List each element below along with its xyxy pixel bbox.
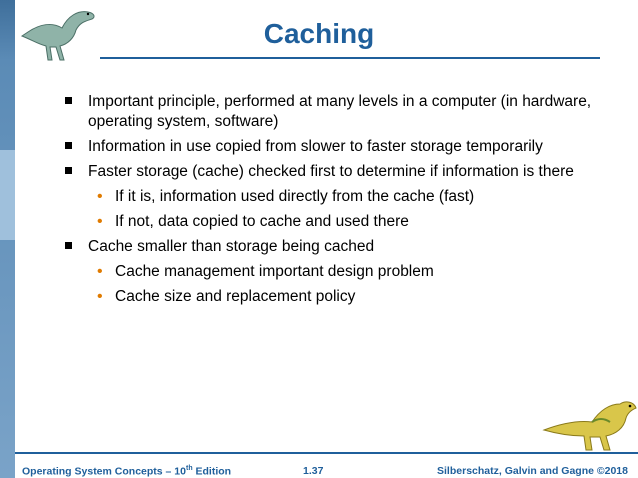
square-bullet-icon — [65, 167, 72, 174]
footer-edition-text: Edition — [192, 465, 232, 478]
footer-book-title-text: Operating System Concepts – 10 — [22, 465, 186, 478]
footer-edition-sup: th — [185, 465, 193, 472]
dot-bullet-icon: • — [97, 213, 103, 230]
bullet-text: Cache management important design problem — [115, 263, 434, 280]
bullet-text: Faster storage (cache) checked first to determine if information is there — [88, 163, 574, 180]
bullet-text: Information in use copied from slower to faster storage temporarily — [88, 138, 543, 155]
bullet-text: Cache size and replacement policy — [115, 288, 356, 305]
bullet-item — [60, 137, 620, 157]
bullet-item — [60, 237, 620, 257]
sidebar-highlight — [0, 150, 15, 240]
dinosaur-icon — [540, 380, 638, 452]
page-number: 1.37 — [303, 465, 324, 477]
dot-bullet-icon: • — [97, 288, 103, 305]
bullet-text: If not, data copied to cache and used there — [115, 213, 409, 230]
square-bullet-icon — [65, 242, 72, 249]
footer-book-title — [22, 465, 231, 478]
dot-bullet-icon: • — [97, 188, 103, 205]
title-divider — [100, 57, 600, 59]
footer-authors: Silberschatz, Galvin and Gagne ©2018 — [437, 465, 628, 477]
dot-bullet-icon: • — [97, 263, 103, 280]
slide-title: Caching — [263, 18, 375, 49]
bullet-list — [60, 92, 620, 312]
bullet-text: Cache smaller than storage being cached — [88, 238, 375, 255]
sub-bullet-item — [60, 287, 620, 307]
sub-bullet-item — [60, 262, 620, 282]
square-bullet-icon — [65, 97, 72, 104]
footer-divider — [15, 452, 638, 454]
bullet-text: Important principle, performed at many levels in a computer (in hardware, operating system, software) — [88, 93, 592, 130]
bullet-text: If it is, information used directly from the cache (fast) — [115, 188, 475, 205]
square-bullet-icon — [65, 142, 72, 149]
sub-bullet-item — [60, 212, 620, 232]
sub-bullet-item — [60, 187, 620, 207]
bullet-item — [60, 162, 620, 182]
bullet-item — [60, 92, 620, 132]
